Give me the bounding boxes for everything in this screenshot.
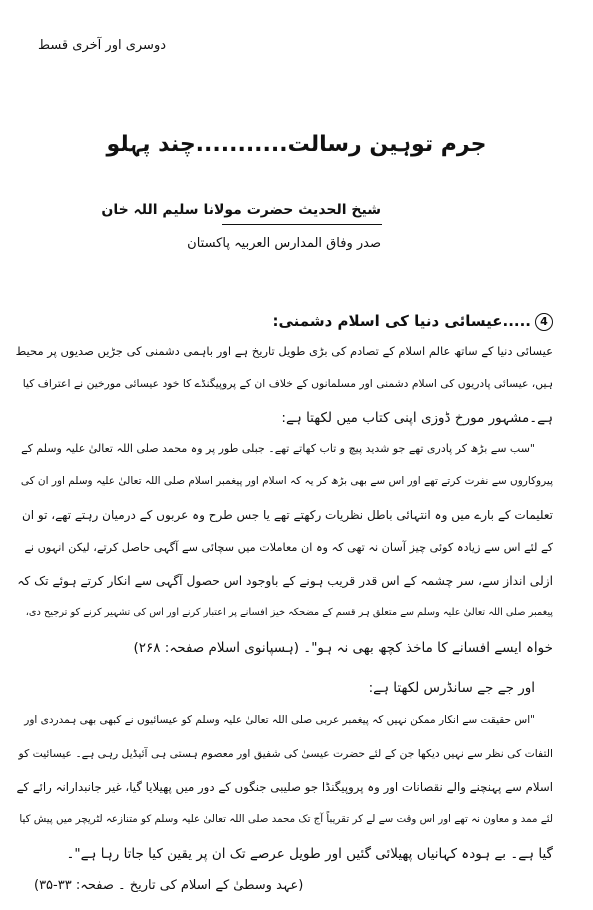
body-line: ہے۔مشہور مورخ ڈوزی اپنی کتاب میں لکھتا ہے: — [281, 410, 553, 426]
series-note: دوسری اور آخری قسط — [38, 38, 167, 53]
quote-line: کے لئے اس سے زیادہ کوئی چیز آسان نہ تھی کہ وہ ان معاملات میں سچائی سے آگہی حاصل کرتے، لیکن انہوں نے — [24, 541, 553, 554]
quote-line: "اس حقیقت سے انکار ممکن نہیں کہ پیغمبر عربی صلی اللہ تعالیٰ علیہ وسلم کو عیسائیوں نے کبھی بھی ہمدردی اور — [24, 714, 535, 726]
quote-line: تعلیمات کے بارے میں وہ انتہائی باطل نظریات رکھتے تھے یا جس طرح وہ عربوں کے درمیان رہتے تھے، تو ان — [21, 508, 553, 522]
author-designation: صدر وفاق المدارس العربیہ پاکستان — [187, 236, 381, 251]
author-underline — [222, 224, 382, 225]
section-heading — [272, 312, 553, 331]
quote-line: لئے ممد و معاون نہ تھے اور اس وقت سے لے کر تقریباً آج تک محمد صلی اللہ تعالیٰ علیہ وسلم کو متنازعہ لٹریچر میں پیش کیا — [19, 813, 553, 825]
body-line: ہیں، عیسائی پادریوں کی اسلام دشمنی اور مسلمانوں کے خلاف ان کے پروپیگنڈے کا خود عیسائی مورخین نے اعتراف کیا — [22, 377, 553, 390]
quote-line: اسلام سے پہنچنے والے نقصانات اور وہ پروپیگنڈا جو صلیبی جنگوں کے دور میں پھیلایا گیا، غیر جانبدارانہ رائے کے — [16, 780, 553, 794]
section-number: 4 — [535, 313, 553, 331]
quote-line: ازلی انداز سے، سر چشمہ کے اس قدر قریب ہونے کے باوجود اس حصول آگہی سے انکار کرتے ہوئے تک کہ — [17, 574, 553, 588]
quote-line: "سب سے بڑھ کر پادری تھے جو شدید پیچ و تاب کھاتے تھے۔ جبلی طور پر وہ محمد صلی اللہ تعالیٰ علیہ وسلم کے — [21, 442, 535, 455]
body-line: عیسائی دنیا کے ساتھ عالم اسلام کے تصادم کی بڑی طویل تاریخ ہے اور باہمی دشمنی کی جڑیں صدیوں پر محیط — [15, 344, 553, 358]
body-line: اور جے جے سانڈرس لکھتا ہے: — [368, 680, 535, 696]
article-title: جرم توہین رسالت...........چند پہلو — [106, 132, 487, 157]
section-heading-text: .....عیسائی دنیا کی اسلام دشمنی: — [272, 312, 531, 330]
citation: (عہد وسطیٰ کے اسلام کی تاریخ ۔ صفحہ: ۳۳-۳۵) — [34, 878, 304, 893]
quote-line: گیا ہے۔ بے ہودہ کہانیاں پھیلائی گئیں اور طویل عرصے تک ان پر یقین کیا جاتا رہا ہے"۔ — [66, 846, 553, 862]
quote-line: پیغمبر صلی اللہ تعالیٰ علیہ وسلم سے متعلق ہر قسم کے مضحکہ خیز افسانے پر اعتبار کرنے اور اس کی تشہیر کرنے کو ترجیح دی، — [25, 607, 553, 618]
author-name: شیخ الحدیث حضرت مولانا سلیم اللہ خان — [101, 202, 381, 218]
quote-line: پیروکاروں سے نفرت کرتے تھے اور اس سے بھی بڑھ کر یہ کہ اسلام اور پیغمبر اسلام صلی اللہ تعالیٰ علیہ وسلم اور ان کی — [20, 475, 553, 487]
quote-line: خواہ ایسے افسانے کا ماخذ کچھ بھی نہ ہو"۔ (ہسپانوی اسلام صفحہ: ۲۶۸) — [133, 640, 553, 656]
quote-line: التفات کی نظر سے نہیں دیکھا جن کے لئے حضرت عیسیٰ کی شفیق اور معصوم ہستی ہی آئیڈیل رہی ہے۔ عیسائیت کو — [18, 747, 553, 760]
